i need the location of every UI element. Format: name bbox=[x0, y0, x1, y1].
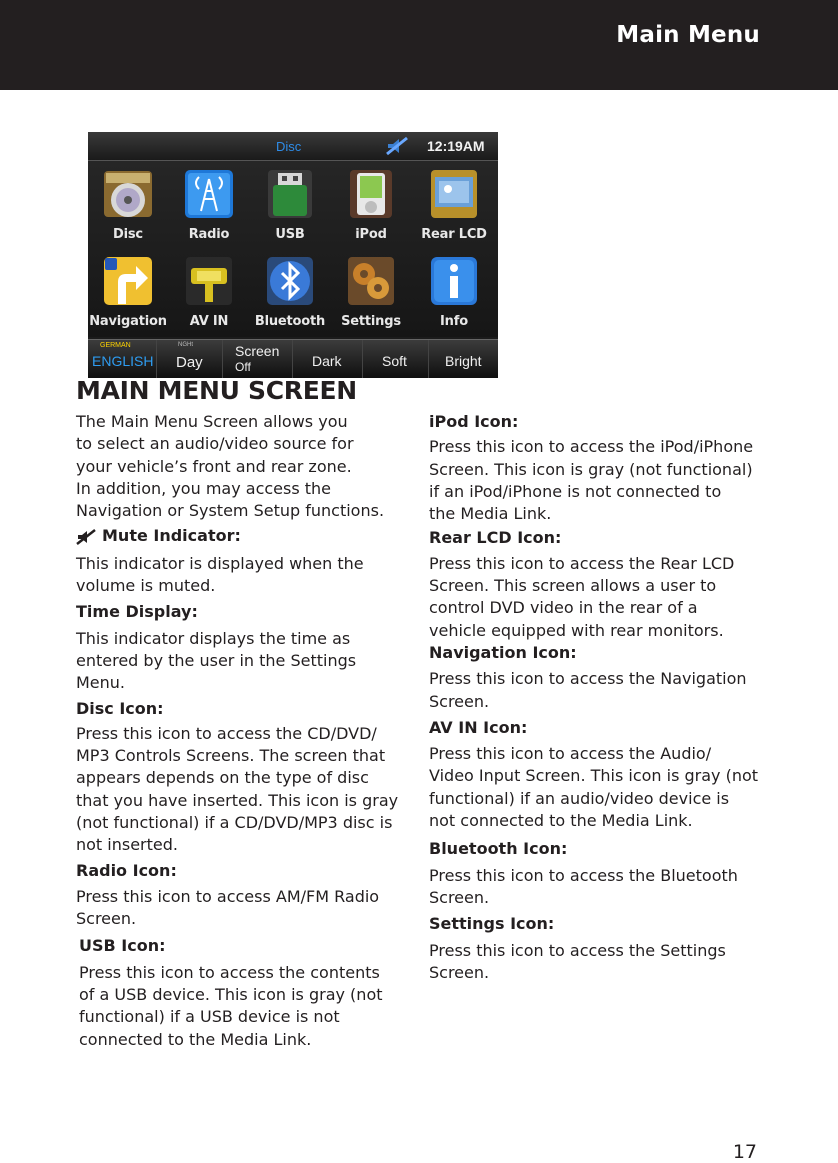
radio-label: Radio bbox=[188, 227, 230, 242]
text-line: Screen. bbox=[429, 962, 490, 982]
info-icon bbox=[428, 254, 480, 308]
usb-label: USB bbox=[275, 227, 305, 242]
soft-button[interactable] bbox=[362, 340, 429, 378]
language-button[interactable] bbox=[88, 340, 157, 378]
radio-tower-icon bbox=[183, 167, 235, 221]
usb-button[interactable] bbox=[250, 161, 330, 245]
text-line: Screen. This icon is gray (not functional) bbox=[429, 459, 753, 479]
disc-icon-heading: Disc Icon: bbox=[76, 698, 164, 718]
current-source-label: Disc bbox=[276, 139, 302, 154]
text-line: the Media Link. bbox=[429, 504, 552, 524]
screen-bottom-bar bbox=[88, 339, 498, 378]
day-button[interactable] bbox=[156, 340, 223, 378]
text-line: Press this icon to access AM/FM Radio bbox=[76, 886, 380, 906]
text-line: In addition, you may access the bbox=[76, 478, 332, 498]
text-line: if an iPod/iPhone is not connected to bbox=[429, 481, 722, 501]
text-line: functional) if a USB device is not bbox=[79, 1007, 340, 1027]
text-line: vehicle equipped with rear monitors. bbox=[429, 620, 724, 640]
text-line: not inserted. bbox=[76, 835, 178, 855]
screen-off-label-2: Off bbox=[235, 360, 251, 374]
text-line: Screen. bbox=[76, 909, 137, 929]
text-line: Press this icon to access the Rear LCD bbox=[429, 553, 735, 573]
section-title: MAIN MENU SCREEN bbox=[76, 376, 357, 405]
left-column bbox=[76, 411, 416, 1051]
text-line: appears depends on the type of disc bbox=[76, 768, 369, 788]
text-line: Video Input Screen. This icon is gray (not bbox=[429, 766, 759, 786]
text-line: that you have inserted. This icon is gray bbox=[76, 790, 399, 810]
dark-label: Dark bbox=[312, 353, 342, 369]
night-label: NGHt bbox=[178, 342, 193, 348]
text-line: Press this icon to access the Settings bbox=[429, 940, 726, 960]
ipod-label: iPod bbox=[355, 227, 387, 242]
text-line: entered by the user in the Settings bbox=[76, 650, 357, 670]
bluetooth-icon bbox=[264, 254, 316, 308]
av-in-icon-heading: AV IN Icon: bbox=[429, 717, 528, 737]
text-line: This indicator displays the time as bbox=[76, 628, 351, 648]
text-line: volume is muted. bbox=[76, 576, 216, 596]
time-display-heading: Time Display: bbox=[76, 602, 198, 622]
soft-label: Soft bbox=[382, 353, 407, 369]
radio-button[interactable] bbox=[169, 161, 249, 245]
text-line: Press this icon to access the iPod/iPhone bbox=[429, 437, 754, 457]
text-line: not connected to the Media Link. bbox=[429, 811, 693, 831]
text-line: your vehicle’s front and rear zone. bbox=[76, 456, 352, 476]
screen-off-button[interactable] bbox=[222, 340, 293, 378]
info-label: Info bbox=[440, 314, 468, 329]
usb-icon bbox=[264, 167, 316, 221]
ipod-button[interactable] bbox=[331, 161, 411, 245]
settings-label: Settings bbox=[341, 314, 401, 329]
text-line: Menu. bbox=[76, 673, 126, 693]
bluetooth-button[interactable] bbox=[250, 248, 330, 332]
main-menu-screenshot bbox=[88, 132, 498, 378]
header-bar bbox=[0, 0, 838, 90]
bluetooth-icon-heading: Bluetooth Icon: bbox=[429, 839, 568, 859]
dark-button[interactable] bbox=[292, 340, 363, 378]
text-line: Screen. This screen allows a user to bbox=[429, 576, 717, 596]
right-column bbox=[429, 411, 774, 984]
time-display: 12:19AM bbox=[427, 138, 485, 154]
text-line: Press this icon to access the CD/DVD/ bbox=[76, 723, 377, 743]
rear-lcd-icon bbox=[428, 167, 480, 221]
text-line: (not functional) if a CD/DVD/MP3 disc is bbox=[76, 813, 393, 833]
bright-button[interactable] bbox=[428, 340, 498, 378]
mute-heading-text: Mute Indicator: bbox=[102, 526, 241, 546]
text-line: Press this icon to access the contents bbox=[79, 962, 380, 982]
text-line: Screen. bbox=[429, 887, 490, 907]
mute-indicator-heading bbox=[76, 525, 416, 547]
text-line: functional) if an audio/video device is bbox=[429, 788, 730, 808]
navigation-button[interactable] bbox=[88, 248, 168, 332]
mute-icon bbox=[76, 529, 96, 545]
text-line: Press this icon to access the Audio/ bbox=[429, 744, 712, 764]
disc-label: Disc bbox=[113, 227, 143, 242]
main-menu-icon-grid bbox=[88, 161, 498, 337]
text-line: Screen. bbox=[429, 691, 490, 711]
text-line: control DVD video in the rear of a bbox=[429, 598, 698, 618]
ipod-icon bbox=[345, 167, 397, 221]
radio-icon-heading: Radio Icon: bbox=[76, 860, 177, 880]
text-line: Navigation or System Setup functions. bbox=[76, 501, 385, 521]
day-label: Day bbox=[176, 354, 203, 371]
intro-paragraph bbox=[76, 411, 416, 522]
text-line: to select an audio/video source for bbox=[76, 434, 354, 454]
av-in-button[interactable] bbox=[169, 248, 249, 332]
text-line: Press this icon to access the Navigation bbox=[429, 669, 747, 689]
info-button[interactable] bbox=[414, 248, 494, 332]
disc-icon bbox=[102, 167, 154, 221]
screen-status-bar bbox=[88, 132, 498, 161]
text-line: connected to the Media Link. bbox=[79, 1029, 312, 1049]
rear-lcd-button[interactable] bbox=[414, 161, 494, 245]
settings-icon-heading: Settings Icon: bbox=[429, 914, 555, 934]
av-in-icon bbox=[183, 254, 235, 308]
text-line: This indicator is displayed when the bbox=[76, 553, 364, 573]
text-line: The Main Menu Screen allows you bbox=[76, 412, 348, 431]
bluetooth-label: Bluetooth bbox=[254, 314, 326, 329]
language-alt-label: GERMAN bbox=[100, 342, 131, 349]
navigation-icon-heading: Navigation Icon: bbox=[429, 642, 577, 662]
av-in-label: AV IN bbox=[189, 314, 229, 329]
navigation-label: Navigation bbox=[89, 314, 167, 329]
text-line: MP3 Controls Screens. The screen that bbox=[76, 746, 386, 766]
navigation-icon bbox=[102, 254, 154, 308]
bright-label: Bright bbox=[445, 353, 482, 369]
text-line: Press this icon to access the Bluetooth bbox=[429, 865, 738, 885]
rear-lcd-icon-heading: Rear LCD Icon: bbox=[429, 528, 562, 548]
screen-off-label: Screen bbox=[235, 343, 280, 359]
settings-button[interactable] bbox=[331, 248, 411, 332]
language-label: ENGLISH bbox=[92, 353, 154, 369]
text-line: of a USB device. This icon is gray (not bbox=[79, 985, 383, 1005]
settings-gear-icon bbox=[345, 254, 397, 308]
header-title: Main Menu bbox=[616, 22, 760, 48]
ipod-icon-heading: iPod Icon: bbox=[429, 412, 519, 431]
page-number: 17 bbox=[732, 1141, 757, 1163]
rear-lcd-label: Rear LCD bbox=[421, 227, 487, 242]
usb-icon-heading: USB Icon: bbox=[79, 935, 166, 955]
mute-indicator-icon bbox=[385, 136, 409, 156]
disc-button[interactable] bbox=[88, 161, 168, 245]
